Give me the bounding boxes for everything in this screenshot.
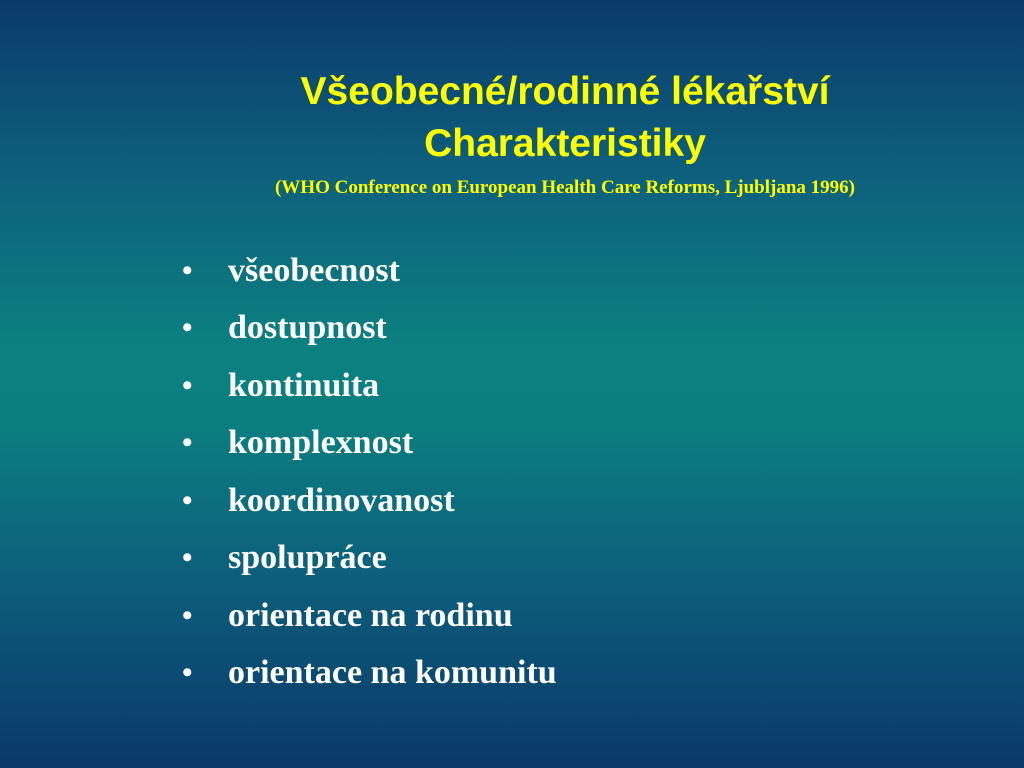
- slide-subtitle: (WHO Conference on European Health Care Reforms, Ljubljana 1996): [274, 177, 855, 198]
- bullet-text: spolupráce: [228, 539, 387, 577]
- bullet-item: [182, 472, 557, 530]
- bullet-icon: •: [182, 253, 193, 287]
- bullet-item: [182, 415, 557, 473]
- bullet-icon: •: [182, 426, 193, 460]
- bullet-icon: •: [182, 598, 193, 632]
- bullet-icon: •: [182, 311, 193, 345]
- bullet-text: dostupnost: [228, 309, 387, 347]
- bullet-item: [182, 357, 557, 415]
- bullet-item: [182, 242, 557, 300]
- bullet-text: komplexnost: [228, 424, 414, 462]
- bullet-item: [182, 530, 557, 588]
- bullet-item: [182, 300, 557, 358]
- bullet-icon: •: [182, 483, 193, 517]
- bullet-text: orientace na komunitu: [228, 654, 557, 692]
- bullet-icon: •: [182, 368, 193, 402]
- bullet-item: [182, 587, 557, 645]
- bullet-item: [182, 645, 557, 703]
- slide-title: Všeobecné/rodinné lékařství: [300, 70, 830, 113]
- bullet-text: koordinovanost: [228, 481, 455, 519]
- bullet-text: všeobecnost: [228, 251, 400, 289]
- bullet-icon: •: [182, 656, 193, 690]
- bullet-text: orientace na rodinu: [228, 596, 513, 634]
- bullet-icon: •: [182, 541, 193, 575]
- slide-title-secondary: Charakteristiky: [424, 122, 706, 165]
- bullet-text: kontinuita: [228, 366, 380, 404]
- bullet-list: [182, 242, 557, 702]
